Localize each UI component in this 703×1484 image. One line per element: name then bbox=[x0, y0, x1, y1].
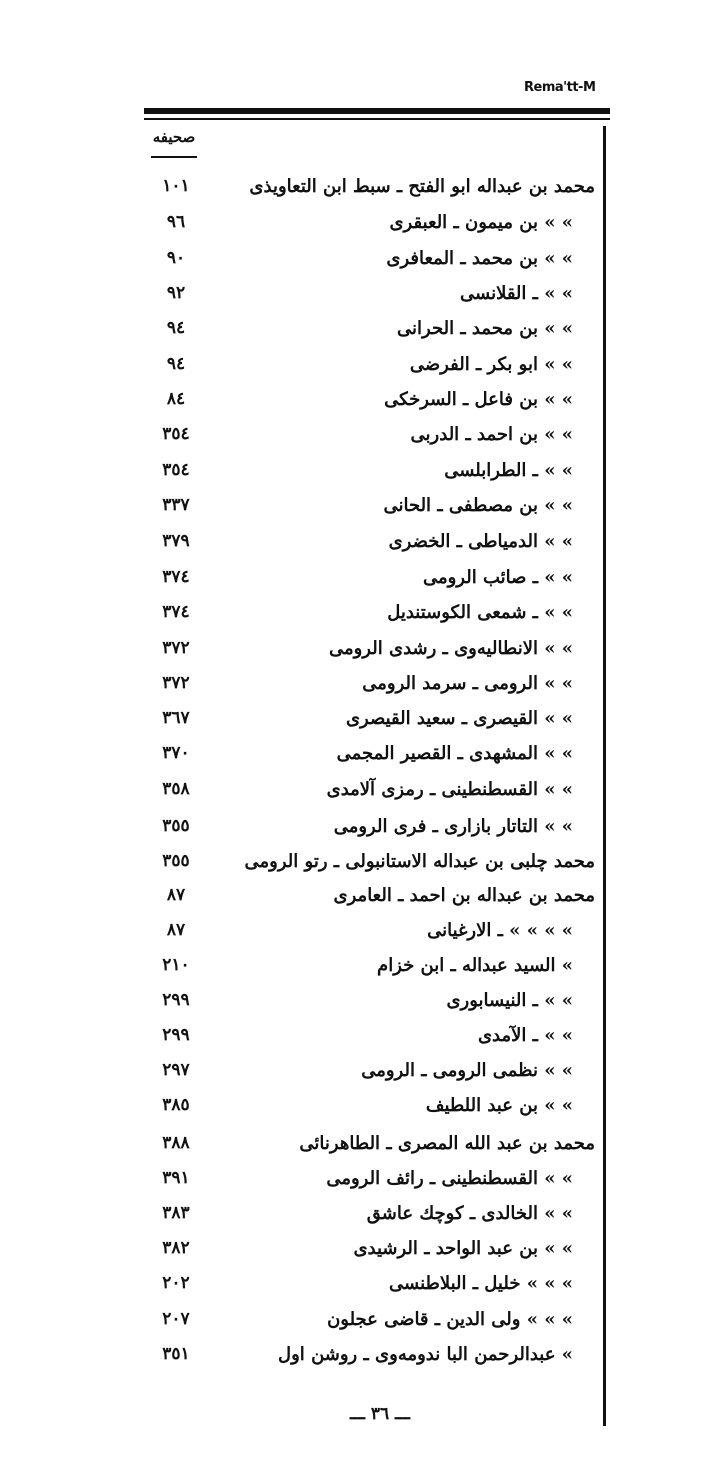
entry-name: » » المشهدى ـ القصير المجمى bbox=[336, 743, 573, 764]
header-rule-thin bbox=[144, 118, 610, 120]
entry-page-number: ١٠١ bbox=[162, 176, 190, 196]
index-entry bbox=[0, 563, 703, 597]
entry-page-number: ٢١٠ bbox=[162, 955, 190, 975]
entry-name: » » بن ميمون ـ العبقرى bbox=[389, 212, 573, 233]
index-entry bbox=[0, 812, 703, 846]
entry-name: » عبدالرحمن البا ندومه‌وى ـ روشن اول bbox=[278, 1344, 573, 1365]
index-entry bbox=[0, 1269, 703, 1303]
entry-name: » » » خليل ـ البلاطنسى bbox=[389, 1273, 573, 1294]
entry-page-number: ٣٨٢ bbox=[162, 1238, 190, 1258]
page-number-footer: ـــ ٣٦ ـــ bbox=[349, 1404, 410, 1424]
entry-name: » » بن مصطفى ـ الحانى bbox=[383, 495, 573, 516]
entry-page-number: ٣٧٢ bbox=[162, 638, 190, 658]
index-entry bbox=[0, 598, 703, 632]
entry-page-number: ٣٥١ bbox=[162, 1344, 190, 1364]
entry-name: » » الدمياطى ـ الخضرى bbox=[388, 531, 573, 552]
index-entry bbox=[0, 881, 703, 915]
entry-name: » » بن عبد الواحد ـ الرشيدى bbox=[353, 1238, 573, 1259]
running-header: Rema'tt-M bbox=[524, 80, 596, 95]
column-heading-underline bbox=[151, 156, 197, 158]
index-entry bbox=[0, 314, 703, 348]
entry-page-number: ٩٤ bbox=[166, 354, 186, 374]
entry-name: » » ـ الطرابلسى bbox=[444, 460, 573, 481]
index-entry bbox=[0, 739, 703, 773]
entry-name: » » القيصرى ـ سعيد القيصرى bbox=[345, 708, 573, 729]
index-entry bbox=[0, 634, 703, 668]
index-entry bbox=[0, 244, 703, 278]
index-entry bbox=[0, 1129, 703, 1163]
index-entry bbox=[0, 951, 703, 985]
entry-page-number: ٣٧٢ bbox=[162, 673, 190, 693]
header-rule-thick bbox=[144, 108, 610, 114]
entry-name: » » التاتار بازارى ـ فرى الرومى bbox=[333, 816, 573, 837]
entry-page-number: ٣٧٤ bbox=[162, 602, 190, 622]
index-entry bbox=[0, 986, 703, 1020]
entry-page-number: ٨٤ bbox=[166, 389, 186, 409]
entry-name: » » القسطنطينى ـ رائف الرومى bbox=[326, 1168, 573, 1189]
entry-name: » » القسطنطينى ـ رمزى آلامدى bbox=[326, 779, 573, 800]
entry-page-number: ٣٧٤ bbox=[162, 567, 190, 587]
index-entry bbox=[0, 1340, 703, 1374]
entry-name: » » بن محمد ـ المعافرى bbox=[386, 248, 573, 269]
index-entry bbox=[0, 1021, 703, 1055]
entry-name: » » ابو بكر ـ الفرضى bbox=[409, 354, 573, 375]
index-entry bbox=[0, 1091, 703, 1125]
entry-page-number: ٣٣٧ bbox=[162, 495, 190, 515]
entry-page-number: ٣٨٥ bbox=[162, 1095, 190, 1115]
entry-name: » » بن عبد اللطيف bbox=[425, 1095, 573, 1116]
entry-page-number: ٢٠٢ bbox=[162, 1273, 190, 1293]
entry-name: محمد بن عبداله بن احمد ـ العامرى bbox=[333, 885, 595, 906]
index-entry bbox=[0, 491, 703, 525]
entry-page-number: ٣٦٧ bbox=[162, 708, 190, 728]
entry-name: » » بن فاعل ـ السرخكى bbox=[384, 389, 573, 410]
entry-page-number: ٢٩٧ bbox=[162, 1060, 190, 1080]
entry-page-number: ٣٨٣ bbox=[162, 1203, 190, 1223]
entry-page-number: ٣٥٥ bbox=[162, 851, 190, 871]
entry-name: » » ـ القلانسى bbox=[460, 283, 573, 304]
index-entry bbox=[0, 704, 703, 738]
entry-page-number: ٣٥٤ bbox=[162, 460, 190, 480]
index-entry bbox=[0, 208, 703, 242]
entry-page-number: ٢٠٧ bbox=[162, 1309, 190, 1329]
entry-name: » » ـ شمعى الكوستنديل bbox=[387, 602, 573, 623]
entry-page-number: ٣٧٩ bbox=[162, 531, 190, 551]
entry-page-number: ٢٩٩ bbox=[162, 990, 190, 1010]
entry-page-number: ٩٦ bbox=[166, 212, 186, 232]
entry-page-number: ٣٧٠ bbox=[162, 743, 190, 763]
index-entry bbox=[0, 847, 703, 881]
entry-name: » السيد عبداله ـ ابن خزام bbox=[377, 955, 573, 976]
entry-page-number: ٣٨٨ bbox=[162, 1133, 190, 1153]
entry-name: محمد بن عبداله ابو الفتح ـ سبط ابن التعاويذى bbox=[249, 176, 595, 197]
entry-name: » » بن احمد ـ الدربى bbox=[410, 424, 573, 445]
entry-page-number: ٨٧ bbox=[166, 885, 186, 905]
entry-page-number: ٩٠ bbox=[166, 248, 186, 268]
entry-name: محمد بن عبد الله المصرى ـ الطاهرنائى bbox=[299, 1133, 595, 1154]
entry-name: » » الرومى ـ سرمد الرومى bbox=[362, 673, 573, 694]
index-entry bbox=[0, 669, 703, 703]
entry-name: » » » » ـ الارغيانى bbox=[427, 920, 573, 941]
index-entry bbox=[0, 1199, 703, 1233]
entry-page-number: ٩٢ bbox=[166, 283, 186, 303]
entry-name: » » نظمى الرومى ـ الرومى bbox=[361, 1060, 573, 1081]
index-entry bbox=[0, 172, 703, 206]
entry-name: » » » ولى الدين ـ قاضى عجلون bbox=[327, 1309, 573, 1330]
entry-page-number: ٢٩٩ bbox=[162, 1025, 190, 1045]
index-entry bbox=[0, 456, 703, 490]
entry-page-number: ٣٥٨ bbox=[162, 779, 190, 799]
entry-name: » » الخالدى ـ كوچك عاشق bbox=[366, 1203, 573, 1224]
index-entry bbox=[0, 279, 703, 313]
index-entry bbox=[0, 1056, 703, 1090]
entry-page-number: ٨٧ bbox=[166, 920, 186, 940]
entry-name: » » الانطاليه‌وى ـ رشدى الرومى bbox=[328, 638, 573, 659]
entry-name: محمد چلبى بن عبداله الاستانبولى ـ رتو الرومى bbox=[244, 851, 595, 872]
index-entry bbox=[0, 527, 703, 561]
index-entry bbox=[0, 1164, 703, 1198]
entry-name: » » ـ النيسابورى bbox=[446, 990, 573, 1011]
entry-name: » » ـ صائب الرومى bbox=[422, 567, 573, 588]
index-entry bbox=[0, 1305, 703, 1339]
entry-name: » » ـ الآمدى bbox=[477, 1025, 573, 1046]
index-entry bbox=[0, 916, 703, 950]
index-entry bbox=[0, 420, 703, 454]
index-entry bbox=[0, 385, 703, 419]
index-entry bbox=[0, 1234, 703, 1268]
entry-name: » » بن محمد ـ الحرانى bbox=[397, 318, 573, 339]
page-column-heading: صحيفه bbox=[152, 128, 196, 146]
index-entry bbox=[0, 350, 703, 384]
entry-page-number: ٣٥٥ bbox=[162, 816, 190, 836]
entry-page-number: ٣٥٤ bbox=[162, 424, 190, 444]
entry-page-number: ٩٤ bbox=[166, 318, 186, 338]
index-entry bbox=[0, 775, 703, 809]
entry-page-number: ٣٩١ bbox=[162, 1168, 190, 1188]
